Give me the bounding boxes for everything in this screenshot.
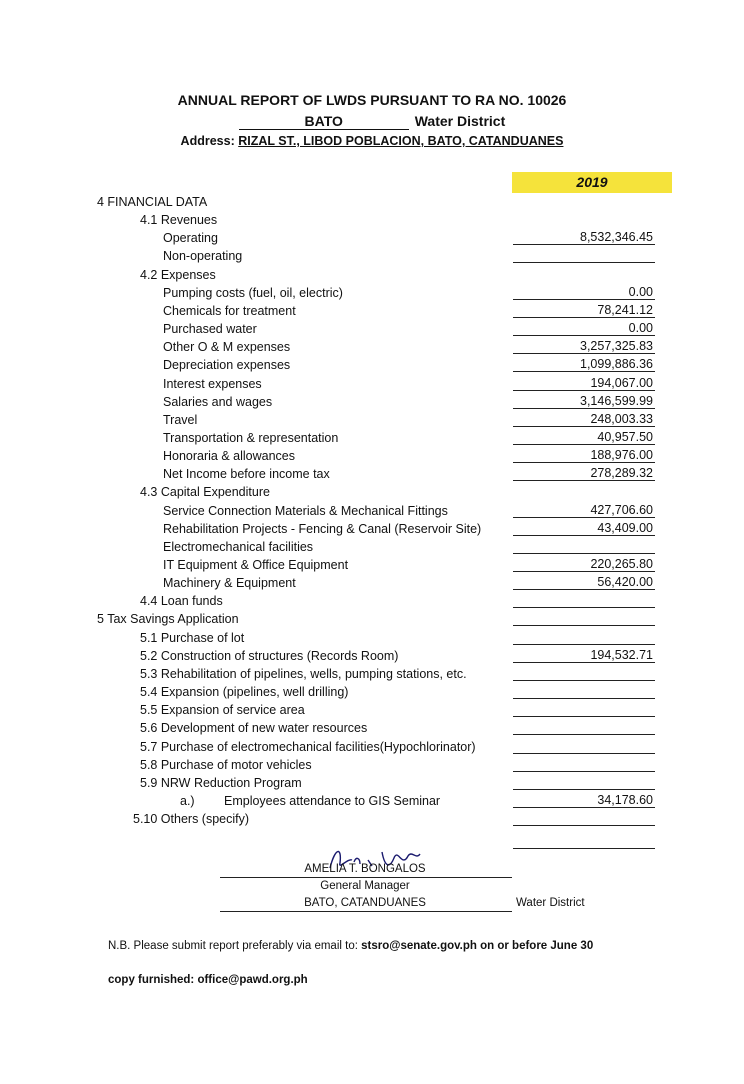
value-cell	[513, 357, 655, 372]
table-row	[0, 738, 744, 756]
value-cell	[513, 430, 655, 445]
table-row	[0, 574, 744, 592]
row-label: Non-operating	[163, 249, 243, 264]
table-row	[0, 338, 744, 356]
address-value: RIZAL ST., LIBOD POBLACION, BATO, CATANDUANES	[238, 134, 564, 148]
value-cell	[513, 285, 655, 300]
row-label: Other O & M expenses	[163, 340, 291, 355]
row-value: 34,178.60	[597, 792, 653, 807]
value-cell	[513, 630, 655, 645]
value-cell	[513, 466, 655, 481]
row-label: IT Equipment & Office Equipment	[163, 558, 349, 572]
copy-furnished: copy furnished: office@pawd.org.ph	[108, 974, 308, 986]
district-line	[0, 113, 744, 130]
row-value: 78,241.12	[597, 302, 653, 317]
row-label: a.)	[180, 793, 195, 808]
value-cell	[513, 593, 655, 608]
note-email: stsro@senate.gov.ph on or before June 30	[361, 940, 594, 952]
row-value: 3,146,599.99	[580, 393, 653, 408]
value-cell	[513, 775, 655, 790]
table-row	[0, 465, 744, 483]
table-row	[0, 810, 744, 828]
row-label: Service Connection Materials & Mechanical Fittings	[163, 503, 448, 518]
row-label: 5.1 Purchase of lot	[140, 630, 245, 645]
row-value: 1,099,886.36	[580, 357, 653, 372]
office-line	[220, 911, 512, 912]
row-label: 4.2 Expenses	[140, 267, 216, 282]
table-row	[0, 520, 744, 538]
row-value: 188,976.00	[590, 448, 653, 463]
value-cell	[513, 739, 655, 754]
row-label: Salaries and wages	[163, 394, 273, 409]
value-cell	[513, 684, 655, 699]
table-row	[0, 193, 744, 211]
value-cell	[513, 557, 655, 572]
value-cell	[513, 666, 655, 681]
row-label: 5.7 Purchase of electromechanical facilities(Hypochlorinator)	[140, 739, 476, 754]
value-cell	[513, 412, 655, 427]
table-row	[0, 247, 744, 265]
value-cell	[513, 248, 655, 263]
value-cell	[513, 720, 655, 735]
table-row	[0, 629, 744, 647]
table-row	[0, 411, 744, 429]
district-suffix: Water District	[414, 113, 506, 129]
signature-line	[220, 877, 512, 878]
blank-value-line	[513, 848, 655, 849]
value-cell	[513, 793, 655, 808]
district-name: BATO	[239, 114, 409, 130]
table-row	[0, 429, 744, 447]
table-row	[0, 756, 744, 774]
table-row	[0, 792, 744, 810]
row-value: 194,532.71	[590, 647, 653, 662]
value-cell	[513, 702, 655, 717]
note-prefix: N.B. Please submit report preferably via email to:	[108, 940, 362, 952]
row-label: 5.2 Construction of structures (Records Room)	[140, 648, 399, 663]
row-value: 278,289.32	[590, 466, 653, 481]
table-row	[0, 683, 744, 701]
year-header: 2019	[512, 172, 672, 193]
table-row	[0, 719, 744, 737]
value-cell	[513, 811, 655, 826]
row-label: Electromechanical facilities	[163, 539, 314, 554]
value-cell	[513, 575, 655, 590]
value-cell	[513, 448, 655, 463]
row-label: 5.8 Purchase of motor vehicles	[140, 757, 312, 772]
table-row	[0, 375, 744, 393]
signatory-name: AMELIA T. BONGALOS	[304, 863, 426, 875]
table-row	[0, 447, 744, 465]
row-label: 5.5 Expansion of service area	[140, 703, 305, 718]
row-label: 5 Tax Savings Application	[97, 612, 239, 627]
table-row	[0, 356, 744, 374]
table-row	[0, 284, 744, 302]
value-cell	[513, 376, 655, 391]
value-cell	[513, 503, 655, 518]
table-row	[0, 393, 744, 411]
table-row	[0, 229, 744, 247]
row-label: Honoraria & allowances	[163, 449, 296, 464]
row-label: Operating	[163, 231, 218, 246]
value-cell	[513, 321, 655, 336]
value-cell	[513, 521, 655, 536]
value-cell	[513, 303, 655, 318]
address-line	[0, 134, 744, 148]
row-label: 5.10 Others (specify)	[133, 812, 250, 827]
row-label: 5.9 NRW Reduction Program	[140, 775, 302, 790]
address-label: Address:	[180, 134, 235, 148]
row-label: Chemicals for treatment	[163, 303, 296, 318]
signatory-office: BATO, CATANDUANES	[304, 897, 426, 909]
row-label: 4 FINANCIAL DATA	[97, 195, 208, 209]
row-sublabel: Employees attendance to GIS Seminar	[224, 793, 441, 808]
row-value: 43,409.00	[597, 520, 653, 535]
table-row	[0, 556, 744, 574]
row-label: 5.6 Development of new water resources	[140, 721, 368, 736]
row-value: 427,706.60	[590, 502, 653, 517]
table-row	[0, 665, 744, 683]
table-row	[0, 592, 744, 610]
row-label: Depreciation expenses	[163, 358, 291, 373]
row-label: Transportation & representation	[163, 430, 339, 445]
row-value: 0.00	[628, 284, 653, 299]
table-row	[0, 211, 744, 229]
submission-note	[108, 940, 593, 952]
value-cell	[513, 394, 655, 409]
row-label: Pumping costs (fuel, oil, electric)	[163, 285, 343, 300]
row-label: Interest expenses	[163, 376, 262, 391]
table-row	[0, 483, 744, 501]
table-row	[0, 701, 744, 719]
row-value: 56,420.00	[597, 575, 653, 590]
value-cell	[513, 611, 655, 626]
table-row	[0, 538, 744, 556]
row-label: 5.4 Expansion (pipelines, well drilling)	[140, 685, 349, 700]
row-label: 5.3 Rehabilitation of pipelines, wells, pumping stations, etc.	[140, 666, 467, 681]
row-label: 4.1 Revenues	[140, 213, 218, 228]
value-cell	[513, 648, 655, 663]
row-value: 3,257,325.83	[580, 339, 653, 354]
table-row	[0, 266, 744, 284]
row-label: Net Income before income tax	[163, 467, 330, 482]
table-row	[0, 302, 744, 320]
row-value: 248,003.33	[590, 411, 653, 426]
row-label: Rehabilitation Projects - Fencing & Canal (Reservoir Site)	[163, 521, 482, 536]
row-value: 0.00	[628, 321, 653, 336]
row-label: Purchased water	[163, 322, 257, 337]
table-row	[0, 774, 744, 792]
value-cell	[513, 230, 655, 245]
row-label: 4.4 Loan funds	[140, 594, 223, 609]
row-label: 4.3 Capital Expenditure	[140, 485, 270, 500]
row-value: 40,957.50	[597, 429, 653, 444]
row-label: Travel	[163, 412, 198, 427]
value-cell	[513, 539, 655, 554]
office-suffix: Water District	[516, 897, 585, 909]
value-cell	[513, 757, 655, 772]
value-cell	[513, 339, 655, 354]
row-label: Machinery & Equipment	[163, 576, 296, 591]
table-row	[0, 320, 744, 338]
table-row	[0, 610, 744, 628]
signatory-position: General Manager	[320, 880, 410, 892]
row-value: 220,265.80	[590, 557, 653, 571]
row-value: 194,067.00	[590, 375, 653, 390]
table-row	[0, 647, 744, 665]
row-value: 8,532,346.45	[580, 230, 653, 245]
table-row	[0, 502, 744, 520]
report-title: ANNUAL REPORT OF LWDS PURSUANT TO RA NO. 10026	[177, 92, 567, 108]
